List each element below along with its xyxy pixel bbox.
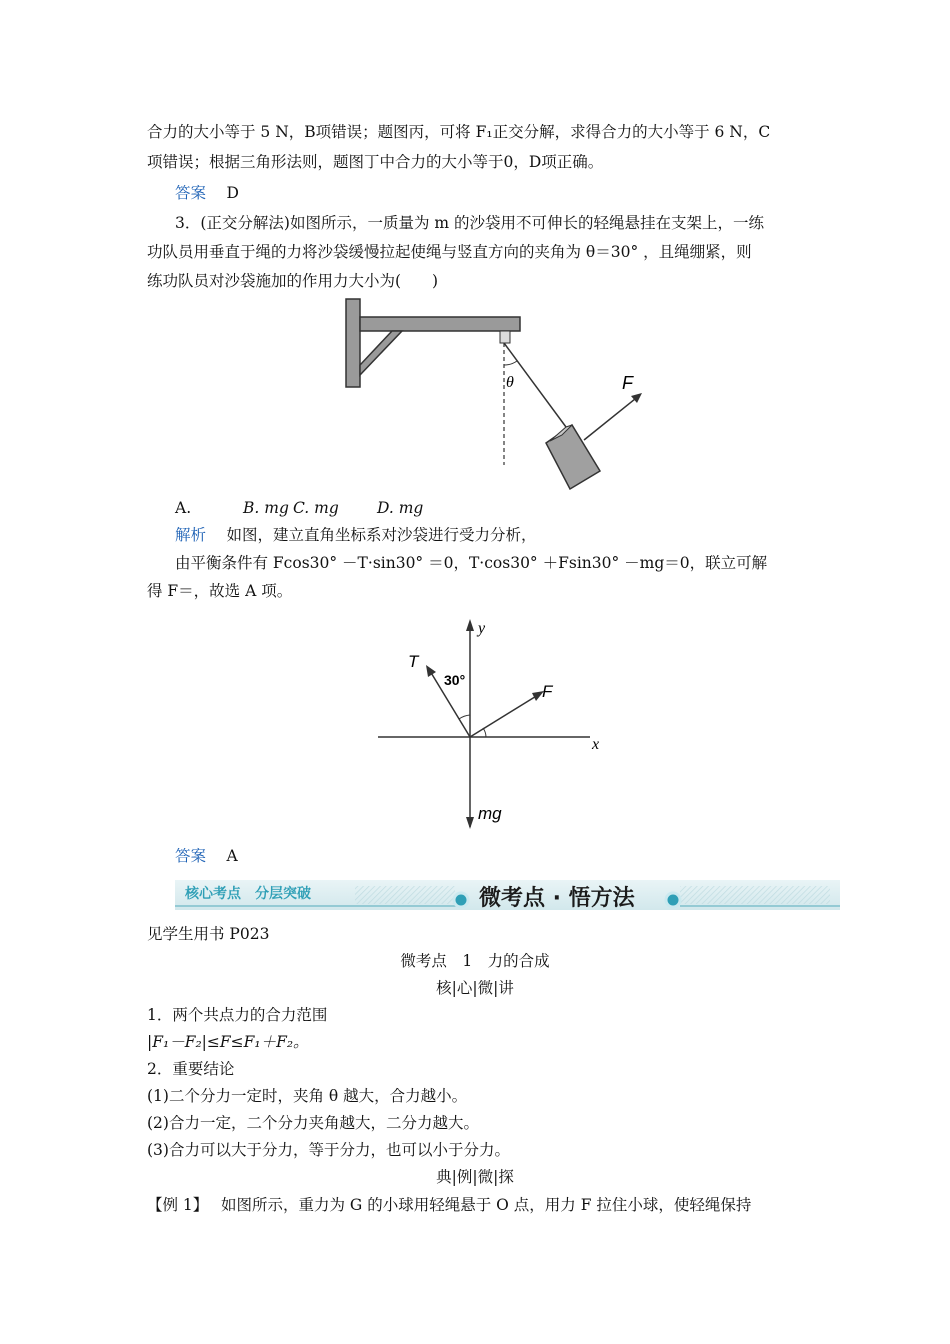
hook — [500, 331, 510, 343]
mg-label: mg — [478, 804, 502, 823]
option-c[interactable]: C. mg — [293, 499, 339, 517]
analysis-label: 解析 — [175, 526, 207, 544]
analysis-line-2: 由平衡条件有 Fcos30° －T·sin30° ＝0，T·cos30° ＋Fsin30° －mg＝0，联立可解 — [175, 554, 768, 572]
f-angle-arc — [483, 728, 486, 737]
answer-1 — [175, 182, 239, 204]
force-f-arrow — [584, 395, 640, 440]
force-f-label-2: F — [542, 682, 553, 701]
point-1-formula: |F₁－F₂|≤F≤F₁＋F₂。 — [147, 1033, 309, 1051]
x-axis-label: x — [592, 736, 600, 753]
example-1-label: 【例 1】 — [147, 1196, 201, 1214]
y-axis-label: y — [478, 620, 486, 637]
option-d[interactable]: D. mg — [377, 499, 424, 517]
analysis-line-1 — [175, 524, 536, 546]
option-a[interactable]: A. — [175, 499, 192, 517]
question-3-line-3: 练功队员对沙袋施加的作用力大小为( ) — [147, 272, 439, 290]
point-1: 1．两个共点力的合力范围 — [147, 1006, 328, 1024]
tension-label: T — [408, 652, 419, 671]
option-b[interactable]: B. mg — [243, 499, 289, 517]
section-banner — [175, 876, 840, 914]
banner-dot-left — [454, 893, 468, 907]
answer-1-value: D — [226, 184, 239, 202]
banner-left-text: 核心考点 分层突破 — [185, 886, 311, 902]
book-reference: 见学生用书 P023 — [147, 925, 270, 943]
force-f-vector — [470, 695, 538, 737]
angle-30-arc — [459, 715, 470, 719]
example-1 — [147, 1194, 751, 1216]
point-2-2: (2)合力一定，二个分力夹角越大，二分力越大。 — [147, 1114, 479, 1132]
sandbag-figure — [340, 295, 650, 495]
theta-label: θ — [506, 374, 514, 391]
answer-2 — [175, 845, 238, 867]
tension-arrowhead — [426, 665, 436, 677]
answer-2-value: A — [226, 847, 238, 865]
analysis-line-3: 得 F＝，故选 A 项。 — [147, 582, 293, 600]
question-3-line-1: 3．(正交分解法)如图所示，一质量为 m 的沙袋用不可伸长的轻绳悬挂在支架上，一练 — [175, 214, 765, 232]
intro-line-1: 合力的大小等于 5 N，B项错误；题图丙，可将 F₁正交分解，求得合力的大小等于 6 N，C — [147, 123, 771, 141]
point-2-1: (1)二个分力一定时，夹角 θ 越大，合力越小。 — [147, 1087, 468, 1105]
mg-arrowhead — [466, 817, 474, 829]
answer-2-label: 答案 — [175, 847, 207, 865]
banner-dot-right — [666, 893, 680, 907]
example-1-text: 如图所示，重力为 G 的小球用轻绳悬于 O 点，用力 F 拉住小球，使轻绳保持 — [220, 1196, 752, 1214]
intro-line-2: 项错误；根据三角形法则，题图丁中合力的大小等于0，D项正确。 — [147, 153, 604, 171]
force-diagram — [370, 615, 610, 835]
banner-right-text: 微考点 · 悟方法 — [479, 886, 635, 911]
question-3-line-2: 功队员用垂直于绳的力将沙袋缓慢拉起使绳与竖直方向的夹角为 θ＝30° ，且绳绷紧，则 — [147, 243, 752, 261]
point-2: 2．重要结论 — [147, 1060, 235, 1078]
sub-title-examples: 典|例|微|探 — [436, 1168, 514, 1186]
answer-1-label: 答案 — [175, 184, 207, 202]
point-2-3: (3)合力可以大于分力，等于分力，也可以小于分力。 — [147, 1141, 510, 1159]
analysis-text-1: 如图，建立直角坐标系对沙袋进行受力分析， — [226, 526, 537, 544]
brace — [360, 331, 402, 375]
beam — [360, 317, 520, 331]
theta-arc — [504, 361, 517, 365]
wall-post — [346, 299, 360, 387]
y-axis-arrowhead — [466, 619, 474, 631]
section-title: 微考点 1 力的合成 — [400, 952, 550, 970]
sub-title-core: 核|心|微|讲 — [436, 979, 514, 997]
angle-30-label: 30° — [444, 672, 466, 688]
force-f-label: F — [622, 373, 633, 393]
